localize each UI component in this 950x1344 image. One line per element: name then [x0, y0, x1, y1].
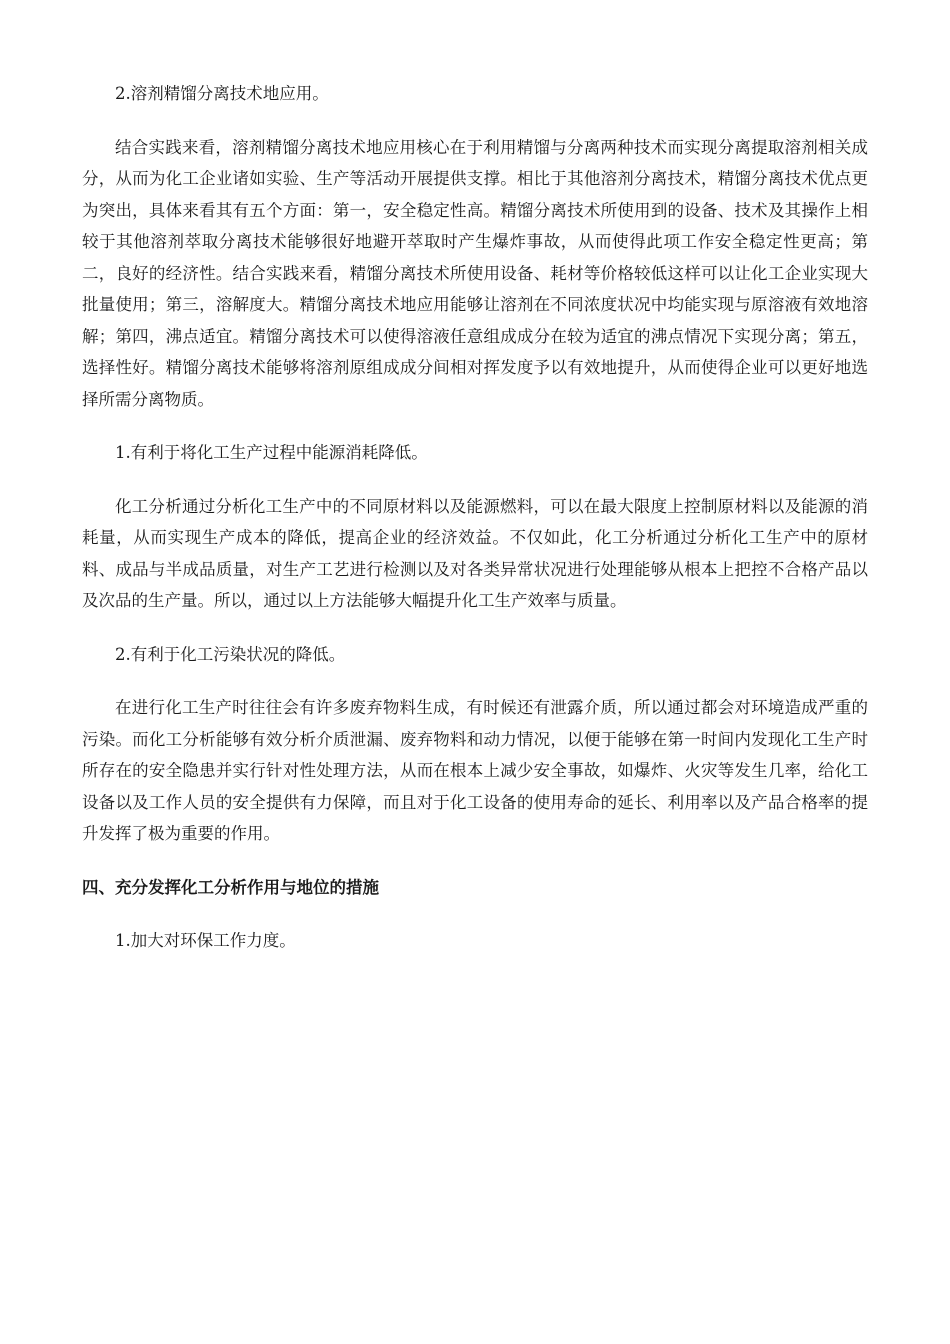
list-item-pollution-reduction: 2.有利于化工污染状况的降低。: [115, 644, 346, 664]
section-heading-measures: 四、充分发挥化工分析作用与地位的措施: [82, 877, 379, 897]
paragraph-pollution-reduction: 在进行化工生产时往往会有许多废弃物料生成，有时候还有泄露介质，所以通过都会对环境造成严重的污染。而化工分析能够有效分析介质泄漏、废弃物料和动力情况，以便于能够在第一时间内发现化工生产时所存在的安全隐患并实行针对性处理方法，从而在根本上减少安全事故，如爆炸、火灾等发生几率，给化工设备以及工作人员的安全提供有力保障，而且对于化工设备的使用寿命的延长、利用率以及产品合格率的提升发挥了极为重要的作用。: [82, 698, 868, 843]
document-page: [82, 78, 868, 957]
paragraph-energy-reduction: 化工分析通过分析化工生产中的不同原材料以及能源燃料，可以在最大限度上控制原材料以及能源的消耗量，从而实现生产成本的降低，提高企业的经济效益。不仅如此，化工分析通过分析化工生产中的原材料、成品与半成品质量，对生产工艺进行检测以及对各类异常状况进行处理能够从根本上把控不合格产品以及次品的生产量。所以，通过以上方法能够大幅提升化工生产效率与质量。: [82, 496, 868, 610]
list-item-environmental-protection: 1.加大对环保工作力度。: [115, 931, 296, 950]
list-item-solvent-distillation: 2.溶剂精馏分离技术地应用。: [115, 84, 329, 103]
paragraph-distillation-advantages: 结合实践来看，溶剂精馏分离技术地应用核心在于利用精馏与分离两种技术而实现分离提取溶剂相关成分，从而为化工企业诸如实验、生产等活动开展提供支撑。相比于其他溶剂分离技术，精馏分离技术优点更为突出，具体来看其有五个方面：第一，安全稳定性高。精馏分离技术所使用到的设备、技术及其操作上相较于其他溶剂萃取分离技术能够很好地避开萃取时产生爆炸事故，从而使得此项工作安全稳定性更高；第二，良好的经济性。结合实践来看，精馏分离技术所使用设备、耗材等价格较低这样可以让化工企业实现大批量使用；第三，溶解度大。精馏分离技术地应用能够让溶剂在不同浓度状况中均能实现与原溶液有效地溶解；第四，沸点适宜。精馏分离技术可以使得溶液任意组成成分在较为适宜的沸点情况下实现分离；第五，选择性好。精馏分离技术能够将溶剂原组成成分间相对挥发度予以有效地提升，从而使得企业可以更好地选择所需分离物质。: [82, 137, 868, 409]
list-item-energy-reduction: 1.有利于将化工生产过程中能源消耗降低。: [115, 443, 428, 462]
